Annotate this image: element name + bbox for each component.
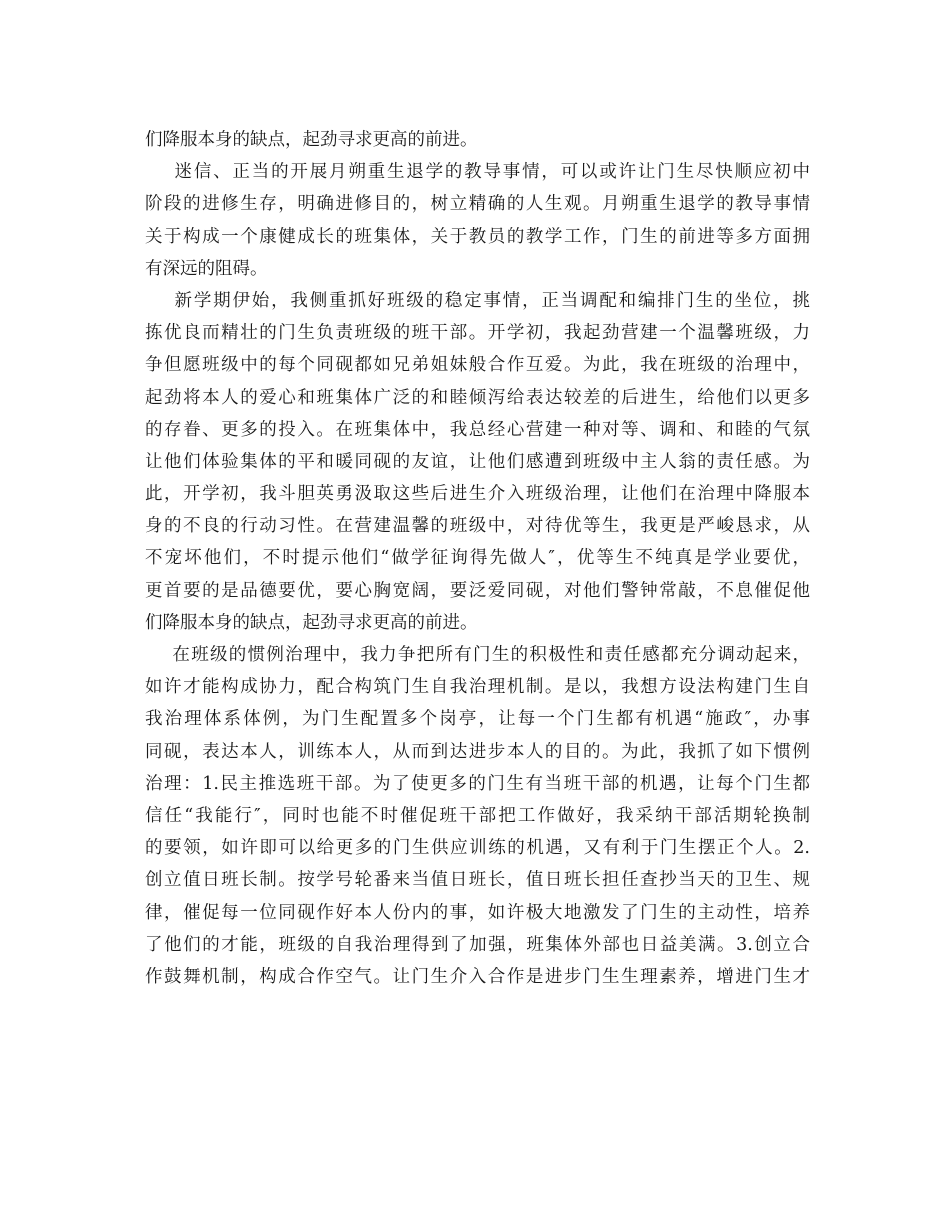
text-line: 的存眷、更多的投入。在班集体中，我总经心营建一种对等、调和、和睦的气氛 — [145, 419, 810, 440]
text-line: 如许才能构成协力，配合构筑门生自我治理机制。是以，我想方设法构建门生自 — [145, 677, 810, 698]
text-line: 迷信、正当的开展月朔重生退学的教导事情，可以或许让门生尽快顺应初中 — [145, 162, 810, 183]
text-line: 更首要的是品德要优，要心胸宽阔，要泛爱同砚，对他们警钟常敲，不息催促他 — [145, 580, 810, 601]
text-line: 拣优良而精壮的门生负责班级的班干部。开学初，我起劲营建一个温馨班级，力 — [145, 323, 810, 344]
text-line: 此，开学初，我斗胆英勇汲取这些后进生介入班级治理，让他们在治理中降服本 — [145, 484, 810, 505]
text-line: 律，催促每一位同砚作好本人份内的事，如许极大地激发了门生的主动性，培养 — [145, 902, 810, 923]
text-line: 创立值日班长制。按学号轮番来当值日班长，值日班长担任查抄当天的卫生、规 — [145, 870, 810, 891]
text-line: 的要领，如许即可以给更多的门生供应训练的机遇，又有利于门生摆正个人。2. — [145, 838, 810, 859]
text-line: 同砚，表达本人，训练本人，从而到达进步本人的目的。为此，我抓了如下惯例 — [145, 741, 810, 762]
text-line: 信任“我能行″，同时也能不时催促班干部把工作做好，我采纳干部活期轮换制 — [145, 805, 810, 826]
text-line: 我治理体系体例，为门生配置多个岗亭，让每一个门生都有机遇“施政″，办事 — [145, 709, 810, 730]
text-line: 让他们体验集体的平和暖同砚的友谊，让他们感遭到班级中主人翁的责任感。为 — [145, 451, 810, 472]
text-line: 在班级的惯例治理中，我力争把所有门生的积极性和责任感都充分调动起来， — [145, 645, 810, 665]
text-line: 争但愿班级中的每个同砚都如兄弟姐妹般合作互爱。为此，我在班级的治理中， — [145, 355, 810, 376]
text-line: 有深远的阻碍。 — [145, 258, 268, 279]
text-line: 们降服本身的缺点，起劲寻求更高的前进。 — [145, 612, 478, 633]
text-line: 身的不良的行动习性。在营建温馨的班级中，对待优等生，我更是严峻恳求，从 — [145, 516, 810, 537]
text-line: 作鼓舞机制，构成合作空气。让门生介入合作是进步门生生理素养，增进门生才 — [145, 966, 810, 987]
text-line: 治理：1.民主推选班干部。为了使更多的门生有当班干部的机遇，让每个门生都 — [145, 773, 810, 794]
text-line: 新学期伊始，我侧重抓好班级的稳定事情，正当调配和编排门生的坐位，挑 — [145, 290, 810, 311]
text-line: 了他们的才能，班级的自我治理得到了加强，班集体外部也日益美满。3.创立合 — [145, 934, 810, 955]
text-line: 起劲将本人的爱心和班集体广泛的和睦倾泻给表达较差的后进生，给他们以更多 — [145, 387, 810, 408]
document-body — [145, 124, 810, 993]
text-line: 关于构成一个康健成长的班集体，关于教员的教学工作，门生的前进等多方面拥 — [145, 226, 810, 247]
text-line: 阶段的进修生存，明确进修目的，树立精确的人生观。月朔重生退学的教导事情 — [145, 194, 810, 215]
text-line: 不宠坏他们，不时提示他们“做学征询得先做人″，优等生不纯真是学业要优， — [145, 548, 810, 569]
text-line: 们降服本身的缺点，起劲寻求更高的前进。 — [145, 130, 478, 150]
